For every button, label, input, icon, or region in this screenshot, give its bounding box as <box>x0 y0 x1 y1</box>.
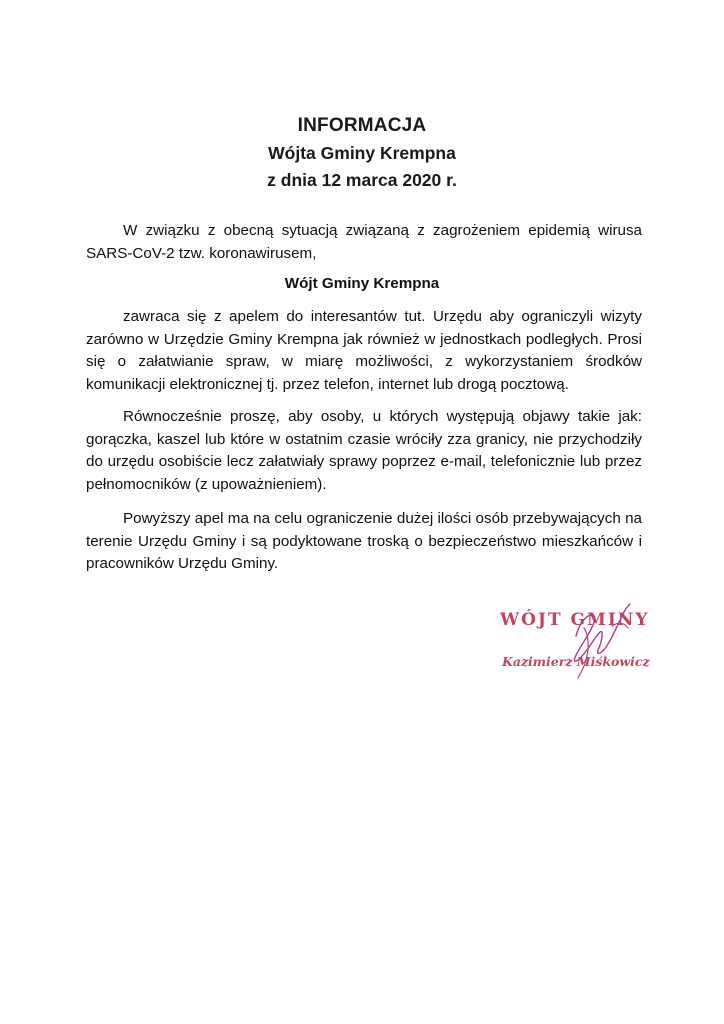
section-heading-wojt: Wójt Gminy Krempna <box>284 275 440 292</box>
paragraph-intro: W związku z obecną sytuacją związaną z zagrożeniem epidemią wirusa SARS-CoV-2 tzw. koronawirusem, <box>86 222 642 262</box>
paragraph-appeal: zawraca się z apelem do interesantów tut. Urzędu aby ograniczyli wizyty zarówno w Urzędzie Gminy Krempna jak również w jednostkach podległych. Prosi się o załatwianie spraw, w miarę możliwości, z wykorzystaniem środków komunikacji elektronicznej tj. przez telefon, internet lub drogą pocztową. <box>86 308 642 393</box>
document-subtitle-author: Wójta Gminy Krempna <box>268 143 456 163</box>
paragraph-purpose: Powyższy apel ma na celu ograniczenie dużej ilości osób przebywających na terenie Urzędu Gminy i są podyktowane troską o bezpieczeństwo mieszkańców i pracowników Urzędu Gminy. <box>86 510 642 572</box>
document-title: INFORMACJA <box>297 115 427 136</box>
paragraph-symptoms: Równocześnie proszę, aby osoby, u których występują objawy takie jak: gorączka, kaszel lub które w ostatnim czasie wróciły zza granicy, nie przychodziły do urzędu osobiście lecz załatwiały sprawy poprzez e-mail, telefonicznie lub przez pełnomocników (z upoważnieniem). <box>86 408 642 493</box>
official-stamp <box>488 598 658 688</box>
stamp-title: WÓJT GMINY <box>500 610 650 630</box>
handwritten-signature-icon <box>528 598 648 683</box>
stamp-name: Kazimierz Miśkowicz <box>502 654 650 669</box>
document-subtitle-date: z dnia 12 marca 2020 r. <box>267 170 457 190</box>
